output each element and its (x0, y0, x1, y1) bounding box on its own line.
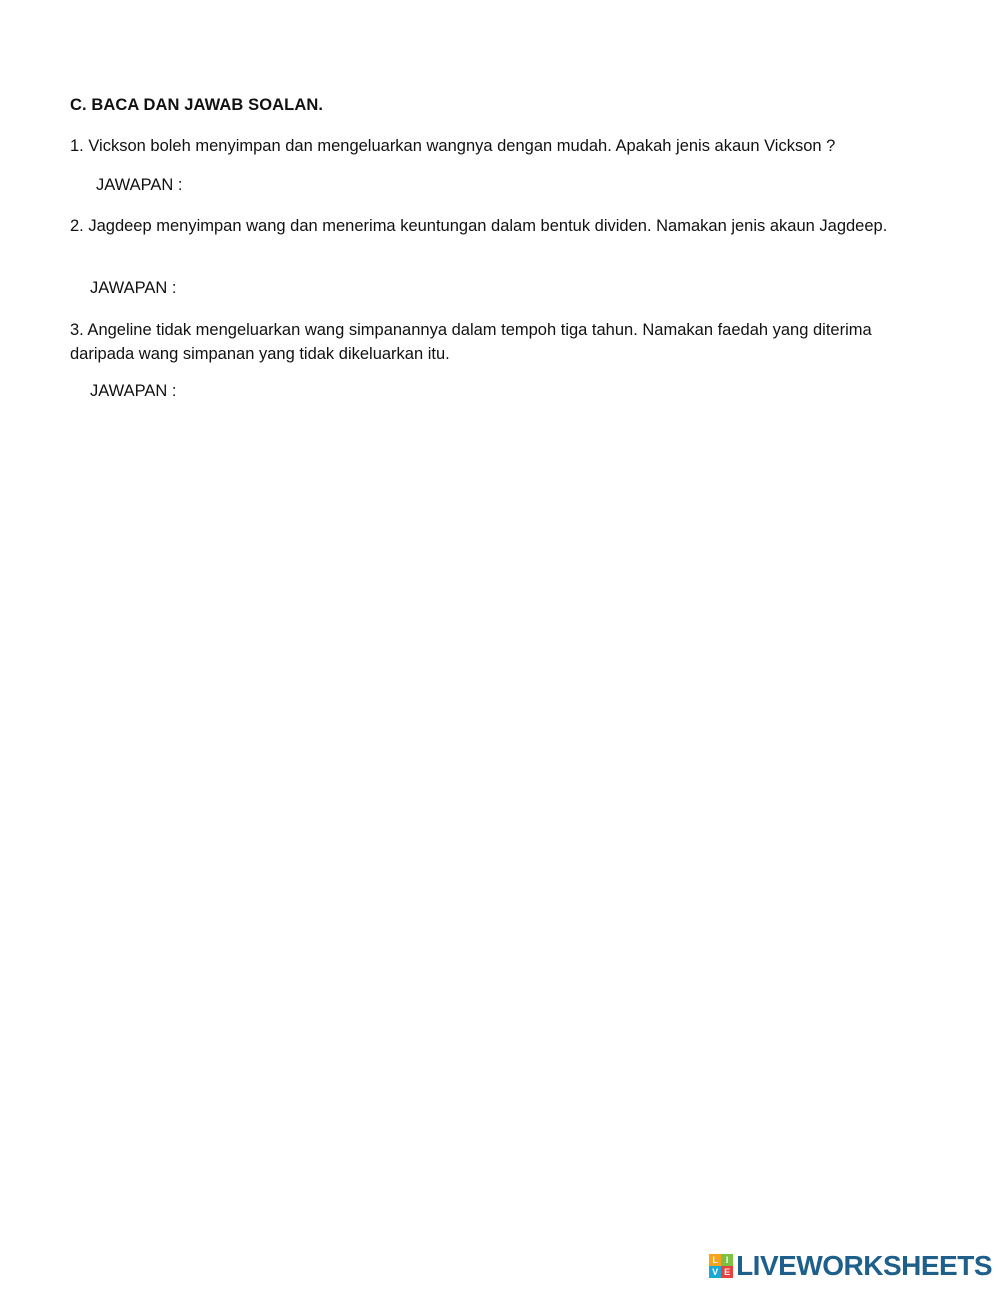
liveworksheets-logo-icon (709, 1254, 733, 1278)
question-2: 2. Jagdeep menyimpan wang dan menerima keuntungan dalam bentuk dividen. Namakan jenis akaun Jagdeep. (70, 217, 888, 235)
liveworksheets-logo (709, 1251, 992, 1281)
answer-label-1: JAWAPAN : (96, 176, 183, 194)
logo-wordmark: LIVEWORKSHEETS (736, 1250, 992, 1281)
answer-label-3: JAWAPAN : (90, 382, 177, 400)
question-1: 1. Vickson boleh menyimpan dan mengeluarkan wangnya dengan mudah. Apakah jenis akaun Vickson ? (70, 137, 836, 155)
answer-label-2: JAWAPAN : (90, 279, 177, 297)
logo-letter-v: V (709, 1266, 721, 1278)
question-3: 3. Angeline tidak mengeluarkan wang simpanannya dalam tempoh tiga tahun. Namakan faedah yang diterima daripada wang simpanan yang tidak dikeluarkan itu. (70, 321, 872, 363)
logo-letter-e: E (721, 1266, 733, 1278)
section-heading: C. BACA DAN JAWAB SOALAN. (70, 96, 324, 114)
logo-letter-i: I (721, 1254, 733, 1266)
logo-letter-l: L (709, 1254, 721, 1266)
